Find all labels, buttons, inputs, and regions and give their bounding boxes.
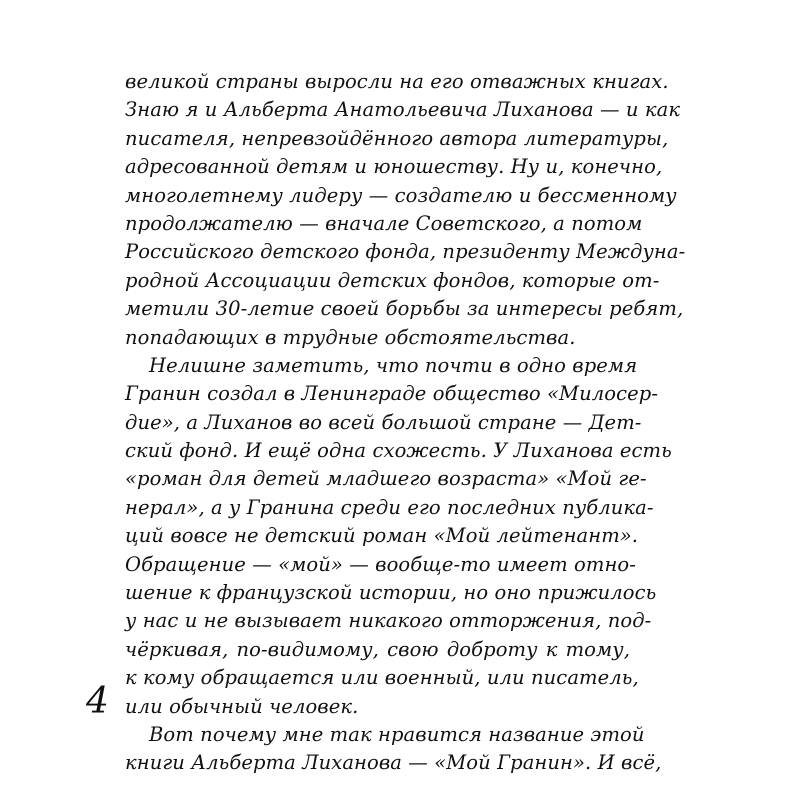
page-number: 4 (86, 681, 109, 722)
text-line: писателя, непревзойдённого автора литературы, (125, 126, 669, 150)
text-line: чёркивая, по-видимому, свою доброту к тому, (125, 637, 630, 661)
text-line: продолжателю — вначале Советского, а потом (125, 211, 643, 235)
text-line: или обычный человек. (125, 694, 359, 718)
text-line: шение к французской истории, но оно прижилось (125, 581, 657, 605)
text-line: нерал», а у Гранина среди его последних публика- (125, 495, 654, 519)
text-line: многолетнему лидеру — создателю и бессменному (125, 183, 677, 207)
text-line: Гранин создал в Ленинграде общество «Милосер- (125, 382, 659, 406)
text-line: у нас и не вызывает никакого отторжения, под- (125, 609, 652, 633)
text-line: родной Ассоциации детских фондов, которые от- (125, 268, 660, 292)
text-line: книги Альберта Лиханова — «Мой Гранин». И всё, (125, 751, 662, 775)
text-line: великой страны выросли на его отважных книгах. (125, 70, 669, 93)
text-line: Знаю я и Альберта Анатольевича Лиханова — и как (125, 98, 681, 122)
body-text (125, 68, 686, 778)
text-line: адресованной детям и юношеству. Ну и, конечно, (125, 155, 663, 179)
paragraph-first-line: Нелишне заметить, что почти в одно время (149, 353, 638, 377)
text-line: «роман для детей младшего возраста» «Мой ге- (125, 467, 647, 491)
text-line: Российского детского фонда, президенту Междуна- (125, 240, 686, 264)
text-line: Обращение — «мой» — вообще-то имеет отно- (125, 552, 636, 576)
text-line: к кому обращается или военный, или писатель, (125, 666, 639, 690)
paragraph-first-line: Вот почему мне так нравится название этой (149, 722, 645, 746)
text-line: ский фонд. И ещё одна схожесть. У Лиханова есть (125, 439, 672, 463)
text-line: метили 30-летие своей борьбы за интересы ребят, (125, 297, 684, 321)
text-line: дие», а Лиханов во всей большой стране — Дет- (125, 410, 642, 434)
text-line: попадающих в трудные обстоятельства. (125, 325, 576, 349)
text-line: ций вовсе не детский роман «Мой лейтенант». (125, 524, 639, 548)
